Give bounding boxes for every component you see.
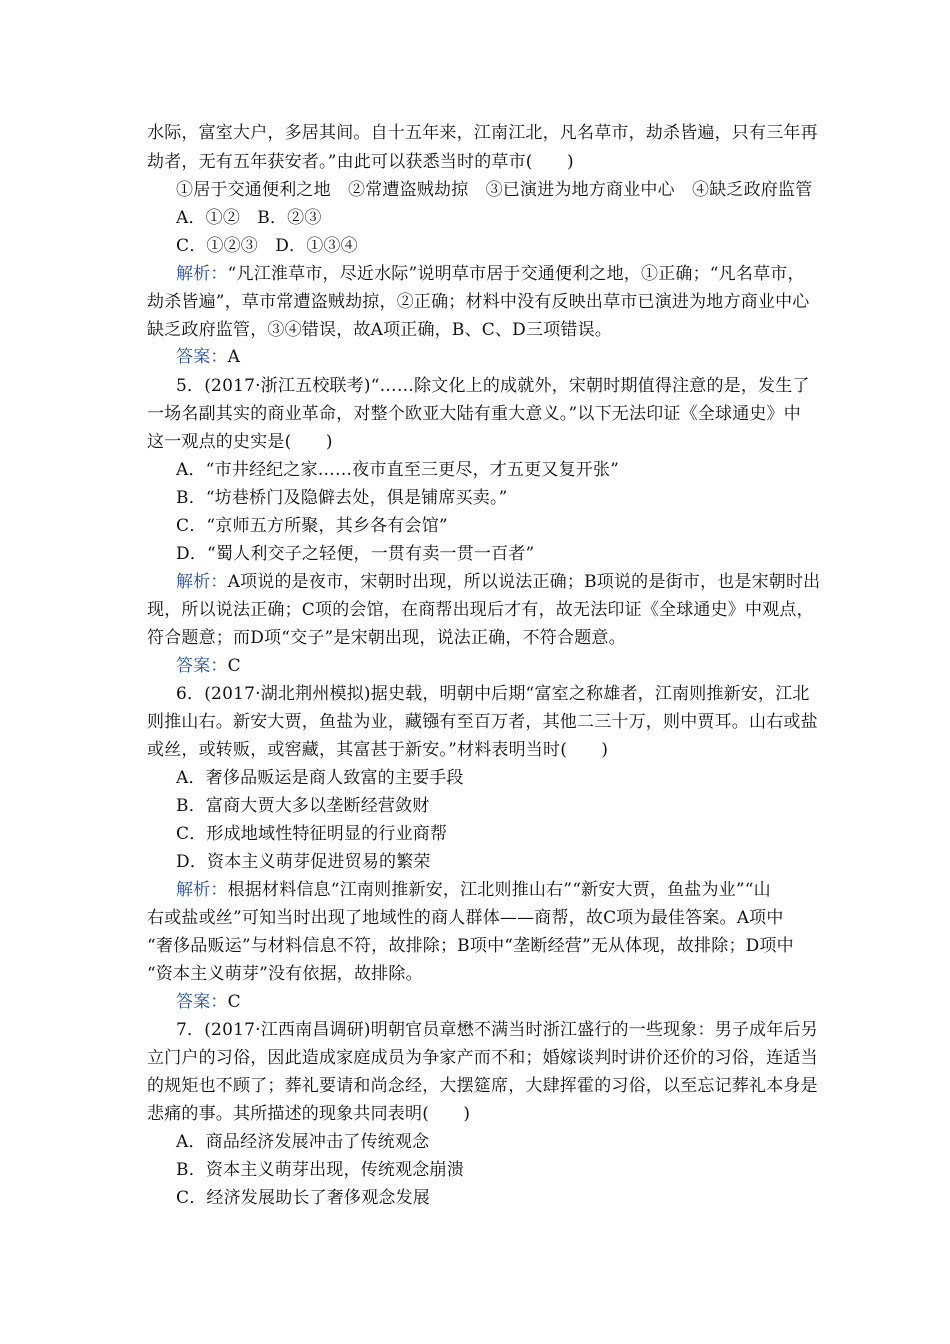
q4-analysis-line-3: 缺乏政府监管，③④错误，故A项正确，B、C、D三项错误。 — [147, 320, 613, 340]
q6-analysis-line-4: “资本主义萌芽”没有依据，故排除。 — [147, 964, 423, 984]
q5-option-a: A．“市井经纪之家……夜市直至三更尽，才五更又复开张” — [176, 460, 620, 480]
q5-analysis-line-2: 现，所以说法正确；C项的会馆，在商帮出现后才有，故无法印证《全球通史》中观点， — [147, 600, 814, 620]
q6-analysis-line-3: “奢侈品贩运”与材料信息不符，故排除；B项中“垄断经营”无从体现，故排除；D项中 — [147, 936, 794, 956]
q4-analysis-line-2: 劫杀皆遍”，草市常遭盗贼劫掠，②正确；材料中没有反映出草市已演进为地方商业中心 — [147, 292, 810, 312]
q7-stem-line-1: 7．(2017·江西南昌调研)明朝官员章懋不满当时浙江盛行的一些现象：男子成年后另 — [176, 1020, 818, 1040]
q4-stem-line-2: 劫者，无有五年获安者。”由此可以获悉当时的草市( ) — [147, 152, 574, 172]
q6-analysis-line-1 — [176, 878, 771, 902]
q5-option-b: B．“坊巷桥门及隐僻去处，俱是铺席买卖。” — [176, 488, 508, 508]
analysis-text: 根据材料信息“江南则推新安，江北则推山右”“新安大贾，鱼盐为业”“山 — [227, 880, 771, 900]
q5-analysis-line-3: 符合题意；而D项“交子”是宋朝出现，说法正确，不符合题意。 — [147, 628, 626, 648]
q5-analysis-line-1 — [176, 570, 820, 594]
analysis-label: 解析： — [176, 572, 228, 592]
answer-value: A — [227, 347, 241, 367]
q6-stem-line-3: 或丝，或转贩，或窖藏，其富甚于新安。”材料表明当时( ) — [147, 740, 609, 760]
q5-stem-line-3: 这一观点的史实是( ) — [147, 432, 333, 452]
q6-stem-line-1: 6．(2017·湖北荆州模拟)据史载，明朝中后期“富室之称雄者，江南则推新安，江北 — [176, 684, 810, 704]
q7-stem-line-4: 悲痛的事。其所描述的现象共同表明( ) — [147, 1104, 471, 1124]
q7-stem-line-2: 立门户的习俗，因此造成家庭成员为争家产而不和；婚嫁谈判时讲价还价的习俗，连适当 — [147, 1048, 818, 1068]
q6-option-a: A．奢侈品贩运是商人致富的主要手段 — [176, 768, 464, 788]
q6-option-b: B．富商大贾大多以垄断经营敛财 — [176, 796, 430, 816]
answer-label: 答案： — [176, 656, 228, 676]
q6-option-d: D．资本主义萌芽促进贸易的繁荣 — [176, 852, 431, 872]
answer-value: C — [227, 656, 241, 676]
q4-analysis-line-1 — [176, 262, 805, 286]
answer-value: C — [227, 992, 241, 1012]
q6-answer — [176, 990, 241, 1014]
q7-stem-line-3: 的规矩也不顾了；葬礼要请和尚念经，大摆筵席，大肆挥霍的习俗，以至忘记葬礼本身是 — [147, 1076, 818, 1096]
answer-label: 答案： — [176, 992, 228, 1012]
q4-options-cd: C．①②③ D．①③④ — [176, 236, 358, 256]
analysis-label: 解析： — [176, 880, 228, 900]
q4-statements: ①居于交通便利之地 ②常遭盗贼劫掠 ③已演进为地方商业中心 ④缺乏政府监管 — [176, 180, 813, 200]
q7-option-c: C．经济发展助长了奢侈观念发展 — [176, 1188, 431, 1208]
analysis-label: 解析： — [176, 264, 228, 284]
q6-stem-line-2: 则推山右。新安大贾，鱼盐为业，藏镪有至百万者，其他二三十万，则中贾耳。山右或盐 — [147, 712, 818, 732]
q5-stem-line-2: 一场名副其实的商业革命，对整个欧亚大陆有重大意义。”以下无法印证《全球通史》中 — [147, 404, 801, 424]
q4-answer — [176, 345, 240, 369]
q4-options-ab: A．①② B．②③ — [176, 208, 322, 228]
q7-option-b: B．资本主义萌芽出现，传统观念崩溃 — [176, 1160, 464, 1180]
q5-option-d: D．“蜀人利交子之轻便，一贯有卖一贯一百者” — [176, 544, 535, 564]
answer-label: 答案： — [176, 347, 228, 367]
q6-option-c: C．形成地域性特征明显的行业商帮 — [176, 824, 448, 844]
q6-analysis-line-2: 右或盐或丝”可知当时出现了地域性的商人群体——商帮，故C项为最佳答案。A项中 — [147, 908, 784, 928]
q7-option-a: A．商品经济发展冲击了传统观念 — [176, 1132, 430, 1152]
q5-option-c: C．“京师五方所聚，其乡各有会馆” — [176, 516, 448, 536]
analysis-text: “凡江淮草市，尽近水际”说明草市居于交通便利之地，①正确；“凡名草市， — [227, 264, 805, 284]
analysis-text: A项说的是夜市，宋朝时出现，所以说法正确；B项说的是街市，也是宋朝时出 — [227, 572, 821, 592]
q5-stem-line-1: 5．(2017·浙江五校联考)“……除文化上的成就外，宋朝时期值得注意的是，发生了 — [176, 376, 810, 396]
q4-stem-line-1: 水际，富室大户，多居其间。自十五年来，江南江北，凡名草市，劫杀皆遍，只有三年再 — [147, 123, 818, 143]
q5-answer — [176, 654, 241, 678]
